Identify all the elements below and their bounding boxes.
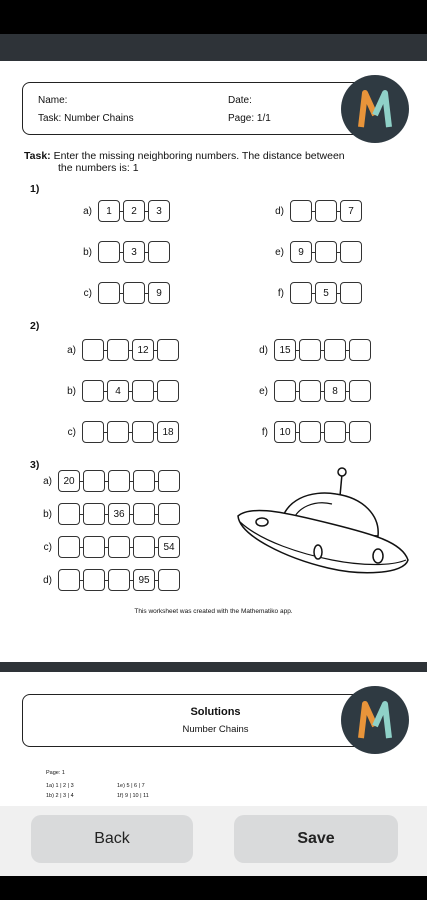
- chain-cell-empty[interactable]: [82, 339, 104, 361]
- chain-cell-given: 12: [132, 339, 154, 361]
- chain-cell-empty[interactable]: [82, 421, 104, 443]
- exercise-label: d): [43, 574, 52, 586]
- exercise-label: f): [261, 426, 268, 438]
- chain-cell-given: 5: [315, 282, 337, 304]
- number-chain: [274, 421, 371, 443]
- chain-cell-given: 95: [133, 569, 155, 591]
- number-chain: [82, 421, 179, 443]
- ufo-illustration-icon: [232, 464, 412, 584]
- chain-cell-empty[interactable]: [58, 536, 80, 558]
- chain-cell-empty[interactable]: [299, 421, 321, 443]
- solution-line-1e: 1e) 5 | 6 | 7: [117, 783, 145, 789]
- section-number: 1): [30, 183, 40, 195]
- chain-cell-empty[interactable]: [98, 282, 120, 304]
- chain-cell-empty[interactable]: [83, 470, 105, 492]
- exercise-row: [254, 421, 371, 443]
- exercise-row: [78, 282, 170, 304]
- number-chain: [290, 282, 362, 304]
- app-logo-icon: [341, 686, 409, 754]
- exercise-row: [78, 200, 170, 222]
- exercise-label: b): [83, 246, 92, 258]
- exercise-label: c): [43, 541, 52, 553]
- chain-cell-empty[interactable]: [157, 339, 179, 361]
- number-chain: [98, 200, 170, 222]
- number-chain: [58, 503, 180, 525]
- chain-cell-empty[interactable]: [299, 339, 321, 361]
- worksheet-header: [22, 82, 362, 135]
- exercise-label: d): [259, 344, 268, 356]
- chain-cell-empty[interactable]: [133, 536, 155, 558]
- chain-cell-empty[interactable]: [107, 339, 129, 361]
- exercise-label: f): [277, 287, 284, 299]
- number-chain: [58, 536, 180, 558]
- chain-cell-given: 3: [123, 241, 145, 263]
- number-chain: [58, 569, 180, 591]
- task-prefix: Task:: [24, 150, 51, 162]
- chain-cell-empty[interactable]: [133, 503, 155, 525]
- exercise-label: c): [83, 287, 92, 299]
- chain-cell-given: 4: [107, 380, 129, 402]
- exercise-label: e): [275, 246, 284, 258]
- chain-cell-empty[interactable]: [324, 339, 346, 361]
- exercise-row: [254, 339, 371, 361]
- chain-cell-empty[interactable]: [133, 470, 155, 492]
- page-separator-middle: [0, 662, 427, 672]
- chain-cell-empty[interactable]: [98, 241, 120, 263]
- chain-cell-given: 7: [340, 200, 362, 222]
- bottom-action-bar: [0, 806, 427, 876]
- task-line-1: Enter the missing neighboring numbers. The distance between: [53, 150, 345, 162]
- date-label: Date:: [228, 95, 252, 106]
- exercise-row: [270, 241, 362, 263]
- chain-cell-empty[interactable]: [58, 503, 80, 525]
- number-chain: [82, 380, 179, 402]
- chain-cell-given: 20: [58, 470, 80, 492]
- chain-cell-given: 18: [157, 421, 179, 443]
- chain-cell-given: 10: [274, 421, 296, 443]
- exercise-row: [38, 470, 180, 492]
- page-separator-top: [0, 34, 427, 61]
- chain-cell-empty[interactable]: [58, 569, 80, 591]
- status-bar: [0, 0, 427, 34]
- chain-cell-empty[interactable]: [349, 380, 371, 402]
- chain-cell-given: 15: [274, 339, 296, 361]
- exercise-row: [270, 200, 362, 222]
- chain-cell-empty[interactable]: [108, 470, 130, 492]
- chain-cell-empty[interactable]: [107, 421, 129, 443]
- section-number: 2): [30, 320, 40, 332]
- exercise-label: a): [83, 205, 92, 217]
- chain-cell-empty[interactable]: [83, 503, 105, 525]
- solutions-subtitle: Number Chains: [182, 724, 249, 735]
- chain-cell-given: 8: [324, 380, 346, 402]
- back-button[interactable]: Back: [31, 815, 193, 863]
- chain-cell-empty[interactable]: [324, 421, 346, 443]
- page-number: Page: 1/1: [228, 113, 271, 124]
- chain-cell-empty[interactable]: [83, 569, 105, 591]
- chain-cell-empty[interactable]: [132, 380, 154, 402]
- task-line-2: the numbers is: 1: [58, 162, 139, 174]
- chain-cell-given: 54: [158, 536, 180, 558]
- exercise-row: [62, 380, 179, 402]
- chain-cell-empty[interactable]: [290, 200, 312, 222]
- section-number: 3): [30, 459, 40, 471]
- solutions-page: [0, 672, 427, 806]
- exercise-label: e): [259, 385, 268, 397]
- chain-cell-empty[interactable]: [274, 380, 296, 402]
- number-chain: [274, 339, 371, 361]
- solution-line-1f: 1f) 9 | 10 | 11: [117, 793, 149, 799]
- chain-cell-empty[interactable]: [349, 421, 371, 443]
- chain-cell-given: 9: [148, 282, 170, 304]
- chain-cell-empty[interactable]: [148, 241, 170, 263]
- worksheet-page: [0, 61, 427, 662]
- chain-cell-empty[interactable]: [158, 470, 180, 492]
- task-title: Task: Number Chains: [38, 113, 134, 124]
- exercise-row: [62, 339, 179, 361]
- chain-cell-empty[interactable]: [82, 380, 104, 402]
- number-chain: [290, 241, 362, 263]
- name-label: Name:: [38, 95, 68, 106]
- solution-line-1a: 1a) 1 | 2 | 3: [46, 783, 74, 789]
- chain-cell-empty[interactable]: [132, 421, 154, 443]
- exercise-label: b): [43, 508, 52, 520]
- save-button[interactable]: Save: [234, 815, 398, 863]
- chain-cell-empty[interactable]: [315, 241, 337, 263]
- chain-cell-empty[interactable]: [108, 536, 130, 558]
- chain-cell-empty[interactable]: [299, 380, 321, 402]
- exercise-row: [38, 536, 180, 558]
- chain-cell-empty[interactable]: [123, 282, 145, 304]
- app-logo-icon: [341, 75, 409, 143]
- exercise-label: b): [67, 385, 76, 397]
- exercise-row: [38, 503, 180, 525]
- number-chain: [98, 241, 170, 263]
- exercise-row: [62, 421, 179, 443]
- chain-cell-empty[interactable]: [157, 380, 179, 402]
- exercise-label: d): [275, 205, 284, 217]
- chain-cell-empty[interactable]: [349, 339, 371, 361]
- number-chain: [58, 470, 180, 492]
- number-chain: [82, 339, 179, 361]
- exercise-row: [78, 241, 170, 263]
- solution-line-1b: 1b) 2 | 3 | 4: [46, 793, 74, 799]
- system-nav-bar: [0, 876, 427, 900]
- number-chain: [98, 282, 170, 304]
- chain-cell-empty[interactable]: [290, 282, 312, 304]
- task-instructions: [24, 150, 404, 174]
- exercise-row: [38, 569, 180, 591]
- solutions-page-label: Page: 1: [46, 770, 65, 776]
- exercise-row: [254, 380, 371, 402]
- exercise-row: [270, 282, 362, 304]
- chain-cell-empty[interactable]: [315, 200, 337, 222]
- chain-cell-given: 3: [148, 200, 170, 222]
- exercise-label: a): [43, 475, 52, 487]
- number-chain: [290, 200, 362, 222]
- chain-cell-empty[interactable]: [108, 569, 130, 591]
- chain-cell-empty[interactable]: [158, 503, 180, 525]
- chain-cell-given: 36: [108, 503, 130, 525]
- chain-cell-empty[interactable]: [340, 282, 362, 304]
- solutions-header: [22, 694, 362, 747]
- exercise-label: c): [67, 426, 76, 438]
- chain-cell-empty[interactable]: [83, 536, 105, 558]
- chain-cell-given: 1: [98, 200, 120, 222]
- chain-cell-empty[interactable]: [340, 241, 362, 263]
- number-chain: [274, 380, 371, 402]
- exercise-label: a): [67, 344, 76, 356]
- worksheet-footer-note: This worksheet was created with the Mathematiko app.: [134, 608, 293, 615]
- chain-cell-given: 2: [123, 200, 145, 222]
- solutions-title: Solutions: [190, 706, 241, 718]
- chain-cell-empty[interactable]: [158, 569, 180, 591]
- chain-cell-given: 9: [290, 241, 312, 263]
